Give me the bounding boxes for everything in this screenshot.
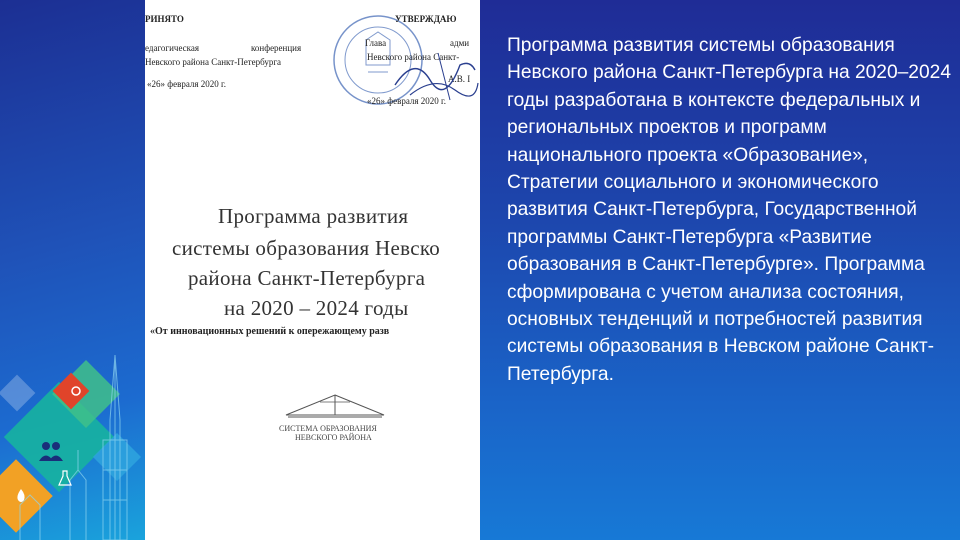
fire-icon xyxy=(14,488,28,504)
approved-right-line1b: адми xyxy=(450,38,470,48)
main-description-text: Программа развития системы образования Невского района Санкт-Петербурга на 2020–2024 годы разработана в контексте федеральных и региональных проектов и программ национального проекта «Образование», Стратегии социального и экономического развития Санкт-Петербурга, Государственной программы Санкт-Петербурга «Развитие образования в Санкт-Петербурге». Программа сформирована с учетом анализа состояния, основных тенденций и потребностей развития системы образования в Невском районе Санкт-Петербурга. xyxy=(507,35,951,385)
document-scan xyxy=(145,0,480,540)
people-icon xyxy=(38,440,64,462)
approved-right-date: «26» февраля 2020 г. xyxy=(367,96,446,106)
doc-title-line-3: района Санкт-Петербурга xyxy=(188,266,426,290)
signature-icon xyxy=(390,45,480,105)
approved-left-heading: РИНЯТО xyxy=(145,14,184,24)
approved-right-line2: Невского района Санкт- xyxy=(367,52,460,62)
approved-left-line1a: едагогическая xyxy=(145,43,200,53)
logo-text-line1: СИСТЕМА ОБРАЗОВАНИЯ xyxy=(279,424,377,433)
text-panel xyxy=(480,0,960,540)
logo-text-line2: НЕВСКОГО РАЙОНА xyxy=(295,433,372,442)
doc-subtitle: «От инновационных решений к опережающему разв xyxy=(150,326,390,337)
approved-right-line1a: Глава xyxy=(365,38,387,48)
doc-title-line-4: на 2020 – 2024 годы xyxy=(224,296,409,320)
decorative-side-panel xyxy=(0,0,145,540)
approved-left-date: «26» февраля 2020 г. xyxy=(147,79,226,89)
flask-icon xyxy=(58,470,72,486)
approved-left-line2: Невского района Санкт-Петербурга xyxy=(145,57,282,67)
approved-right-heading: УТВЕРЖДАЮ xyxy=(395,14,457,24)
doc-title-line-2: системы образования Невско xyxy=(172,236,441,260)
approved-left-line1b: конференция xyxy=(251,43,302,53)
gear-icon xyxy=(70,385,82,397)
doc-title-line-1: Программа развития xyxy=(218,204,409,228)
city-skyline-icon xyxy=(0,0,145,540)
education-system-logo-icon xyxy=(280,393,390,427)
approved-right-name: А.В. І xyxy=(448,74,471,84)
